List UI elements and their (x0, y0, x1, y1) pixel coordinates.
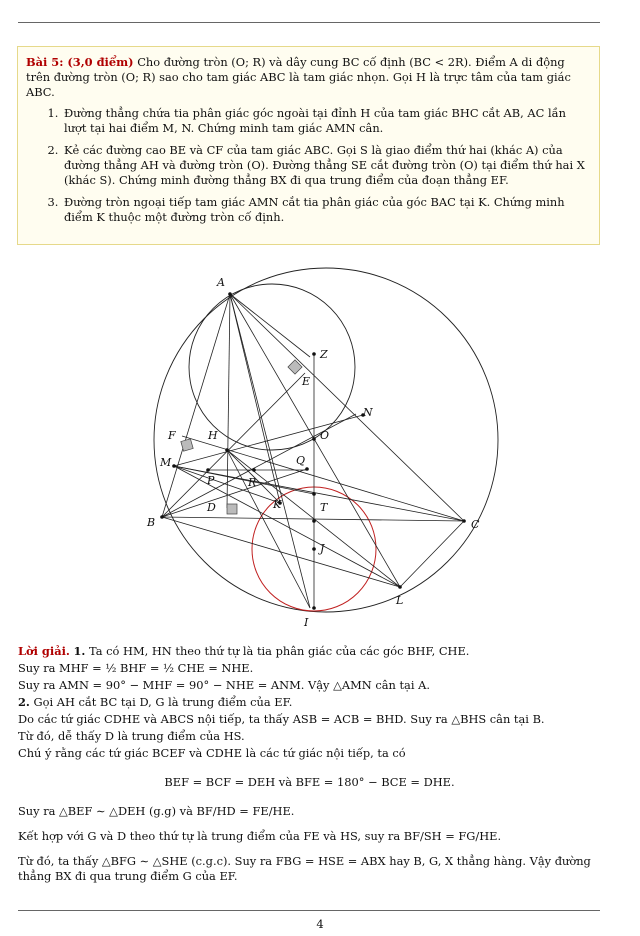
solution-text-4: Gọi AH cắt BC tại D, G là trung điểm của EF. (33, 695, 293, 709)
label-b: B (147, 516, 156, 529)
solution-part-2-number: 2. (18, 695, 30, 709)
problem-intro-text: Cho đường tròn (O; R) và dây cung BC cố định (BC < 2R). Điểm A di động trên đường tròn (O; R) sao cho tam giác ABC là tam giác nhọn. Gọi H là trực tâm của tam giác ABC. (26, 55, 571, 99)
seg-a-i (230, 294, 310, 608)
solution-line-6: Từ đó, dễ thấy D là trung điểm của HS. (18, 729, 245, 743)
seg-a-z (230, 294, 310, 357)
problem-item-1: 1. Đường thẳng chứa tia phân giác góc ngoài tại đỉnh H của tam giác BHC cắt AB, AC lần lượt tại hai điểm M, N. Chứng minh tam giác AMN cân. (62, 106, 590, 136)
problem-box (17, 46, 600, 245)
problem-item-2: 2. Kẻ các đường cao BE và CF của tam giác ABC. Gọi S là giao điểm thứ hai (khác A) của đường thẳng AH và đường tròn (O). Đường thẳng SE cắt đường tròn (O) tại điểm thứ hai X (khác S). Chứng minh đường thẳng BX đi qua trung điểm của đoạn thẳng EF. (62, 143, 590, 188)
problem-title: Bài 5: (3,0 điểm) (26, 55, 134, 69)
label-f: F (168, 429, 176, 442)
label-j: J (320, 542, 325, 555)
label-n: N (363, 406, 373, 419)
seg-ac (230, 294, 464, 521)
right-angle-d (227, 504, 237, 514)
label-h: H (208, 429, 218, 442)
label-l: L (396, 594, 404, 607)
label-c: C (471, 518, 480, 531)
label-i: I (304, 616, 309, 629)
seg-a-k (230, 294, 280, 503)
label-t: T (320, 501, 328, 514)
solution-line-2: Suy ra MHF = ½ BHF = ½ CHE = NHE. (18, 661, 254, 675)
label-a: A (217, 276, 225, 289)
label-e: E (302, 375, 311, 388)
problem-intro (26, 55, 590, 100)
label-m: M (160, 456, 172, 469)
solution-line-3: Suy ra AMN = 90° − MHF = 90° − NHE = ANM. Vậy △AMN cân tại A. (18, 678, 430, 692)
label-q: Q (296, 454, 306, 467)
solution (18, 644, 601, 886)
label-d: D (207, 501, 216, 514)
solution-line-8: Suy ra △BEF ∼ △DEH (g.g) và BF/HD = FE/HE. (18, 804, 295, 818)
solution-text-1: Ta có HM, HN theo thứ tự là tia phân giác của các góc BHF, CHE. (89, 644, 470, 658)
label-p: P (207, 474, 215, 487)
label-o: O (320, 429, 330, 442)
page-number: 4 (316, 917, 324, 931)
solution-line-9: Kết hợp với G và D theo thứ tự là trung điểm của FE và HS, suy ra BF/SH = FG/HE. (18, 829, 502, 843)
solution-part-1-number: 1. (73, 644, 86, 658)
solution-head: Lời giải. (18, 644, 70, 658)
problem-items (26, 106, 590, 225)
solution-line-7: Chú ý rằng các tứ giác BCEF và CDHE là các tứ giác nội tiếp, ta có (18, 746, 406, 760)
label-z: Z (320, 348, 328, 361)
geometry-figure (130, 266, 510, 636)
solution-line-5: Do các tứ giác CDHE và ABCS nội tiếp, ta thấy ASB = ACB = BHD. Suy ra △BHS cân tại B. (18, 712, 545, 726)
solution-line-4 (18, 695, 601, 710)
seg-a-l (230, 294, 400, 587)
bottom-rule (18, 910, 600, 911)
label-r: R (248, 476, 257, 489)
seg-m-c (174, 466, 464, 521)
seg-mn (174, 415, 363, 466)
top-rule (18, 22, 600, 23)
solution-line-10: Từ đó, ta thấy △BFG ∼ △SHE (c.g.c). Suy ra FBG = HSE = ABX hay B, G, X thẳng hàng. Vậy đường thẳng BX đi qua trung điểm G của EF. (18, 854, 591, 883)
label-k: K (273, 498, 282, 511)
seg-h-i (227, 450, 310, 608)
solution-line-1 (18, 644, 601, 659)
solution-equation: BEF = BCF = DEH và BFE = 180° − BCE = DHE. (164, 775, 455, 789)
problem-item-3: 3. Đường tròn ngoại tiếp tam giác AMN cắt tia phân giác của góc BAC tại K. Chứng minh điểm K thuộc một đường tròn cố định. (62, 195, 590, 225)
